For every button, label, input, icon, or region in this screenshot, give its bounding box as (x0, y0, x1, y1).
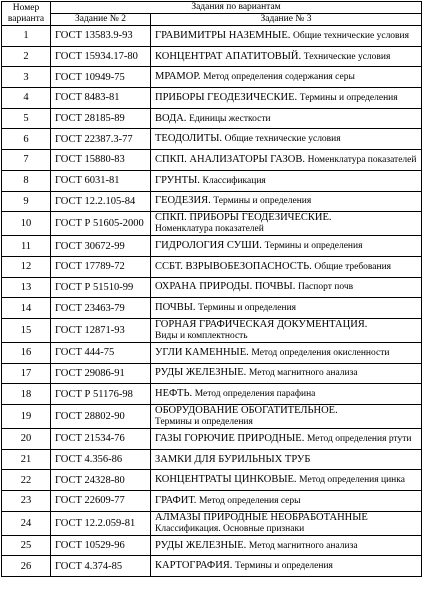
task2-standard: ГОСТ 8483-81 (51, 88, 151, 109)
task3-title: ССБТ. ВЗРЫВОБЕЗОПАСНОСТЬ. (155, 260, 312, 272)
task2-standard: ГОСТ 28802-90 (51, 405, 151, 429)
task3-topic (151, 491, 422, 512)
task2-standard: ГОСТ 22387.3-77 (51, 129, 151, 150)
task3-topic (151, 256, 422, 277)
variant-number: 1 (2, 26, 51, 47)
task3-topic (151, 88, 422, 109)
variant-number: 21 (2, 449, 51, 470)
variant-number: 22 (2, 470, 51, 491)
assignments-table (1, 1, 422, 577)
task2-standard: ГОСТ 13583.9-93 (51, 26, 151, 47)
task3-title: НЕФТЬ. (155, 388, 193, 400)
task2-standard: ГОСТ 22609-77 (51, 491, 151, 512)
task3-description: Общие технические условия (293, 30, 409, 41)
variant-number: 18 (2, 384, 51, 405)
task2-standard: ГОСТ 23463-79 (51, 298, 151, 319)
variant-number: 12 (2, 256, 51, 277)
variant-number: 15 (2, 318, 51, 342)
task2-standard: ГОСТ 15880-83 (51, 150, 151, 171)
variant-number: 23 (2, 491, 51, 512)
task2-standard: ГОСТ 10529-96 (51, 535, 151, 556)
task3-topic (151, 298, 422, 319)
task2-standard: ГОСТ Р 51510-99 (51, 277, 151, 298)
task3-description: Номенклатура показателей (155, 224, 264, 235)
variant-column-header: Номер варианта (2, 2, 51, 26)
variant-number: 20 (2, 429, 51, 450)
table-row (2, 363, 422, 384)
task3-topic (151, 67, 422, 88)
table-row (2, 429, 422, 450)
table-row (2, 67, 422, 88)
task3-topic (151, 449, 422, 470)
variant-number: 9 (2, 191, 51, 212)
task3-description: Термины и определения (155, 417, 253, 427)
table-row (2, 129, 422, 150)
variant-number: 25 (2, 535, 51, 556)
variant-number: 14 (2, 298, 51, 319)
assignments-group-header: Задания по вариантам (51, 2, 422, 14)
variant-number: 8 (2, 170, 51, 191)
variant-number: 26 (2, 556, 51, 577)
task2-standard: ГОСТ Р 51605-2000 (51, 212, 151, 236)
task3-topic (151, 363, 422, 384)
task3-description: Метод определения ртути (306, 433, 412, 444)
task3-title: ГОРНАЯ ГРАФИЧЕСКАЯ ДОКУМЕНТАЦИЯ. (155, 318, 368, 330)
variant-number: 17 (2, 363, 51, 384)
task2-standard: ГОСТ 28185-89 (51, 108, 151, 129)
task2-standard: ГОСТ 4.356-86 (51, 449, 151, 470)
table-row (2, 191, 422, 212)
task3-title: ЗАМКИ ДЛЯ БУРИЛЬНЫХ ТРУБ (155, 454, 311, 466)
task2-column-header: Задание № 2 (51, 14, 151, 26)
table-row (2, 212, 422, 236)
table-row (2, 277, 422, 298)
table-row (2, 150, 422, 171)
table-row (2, 26, 422, 47)
task3-column-header: Задание № 3 (151, 14, 422, 26)
task3-description: Термины и определения (264, 241, 363, 252)
task3-title: ГАЗЫ ГОРЮЧИЕ ПРИРОДНЫЕ. (155, 432, 305, 444)
task3-title: ВОДА. (155, 112, 187, 124)
task3-description: Классификация (202, 175, 266, 186)
task2-standard: ГОСТ 6031-81 (51, 170, 151, 191)
task3-topic (151, 535, 422, 556)
task3-topic (151, 384, 422, 405)
table-row (2, 491, 422, 512)
table-row (2, 108, 422, 129)
task3-description: Единицы жесткости (189, 113, 271, 124)
task2-standard: ГОСТ 12.2.059-81 (51, 511, 151, 535)
variant-number: 3 (2, 67, 51, 88)
task3-description: Метод определения серы (198, 495, 301, 506)
task3-description: Классификация. Основные признаки (155, 523, 305, 534)
task3-description: Общие технические условия (224, 134, 341, 145)
task3-description: Метод магнитного анализа (248, 368, 358, 379)
table-row (2, 170, 422, 191)
task3-topic (151, 108, 422, 129)
task3-topic (151, 556, 422, 577)
task3-topic (151, 470, 422, 491)
task3-title: ОБОРУДОВАНИЕ ОБОГАТИТЕЛЬНОЕ. (155, 405, 338, 416)
task3-title: АЛМАЗЫ ПРИРОДНЫЕ НЕОБРАБОТАННЫЕ (155, 511, 368, 523)
task3-title: ГИДРОЛОГИЯ СУШИ. (155, 240, 262, 252)
table-row (2, 535, 422, 556)
task3-description: Термины и определения (235, 561, 333, 572)
task2-standard: ГОСТ 24328-80 (51, 470, 151, 491)
task3-title: ПОЧВЫ. (155, 302, 196, 314)
task3-description: Общие требования (314, 261, 392, 272)
table-row (2, 318, 422, 342)
task3-title: ГРУНТЫ. (155, 174, 200, 186)
table-row (2, 449, 422, 470)
table-row (2, 470, 422, 491)
variant-number: 7 (2, 150, 51, 171)
variant-number: 11 (2, 236, 51, 257)
variant-number: 6 (2, 129, 51, 150)
variant-number: 16 (2, 342, 51, 363)
task3-description: Технические условия (303, 51, 391, 62)
task3-title: КАРТОГРАФИЯ. (155, 560, 233, 572)
task3-topic (151, 212, 422, 236)
task3-description: Термины и определения (213, 196, 312, 207)
task3-title: РУДЫ ЖЕЛЕЗНЫЕ. (155, 367, 247, 379)
task3-description: Виды и комплектность (155, 330, 248, 341)
table-row (2, 298, 422, 319)
variant-number: 10 (2, 212, 51, 236)
task3-description: Метод определения цинка (299, 475, 405, 486)
task3-topic (151, 46, 422, 67)
task3-topic (151, 170, 422, 191)
task2-standard: ГОСТ 17789-72 (51, 256, 151, 277)
task2-standard: ГОСТ 12.2.105-84 (51, 191, 151, 212)
task3-title: ГРАВИМИТРЫ НАЗЕМНЫЕ. (155, 29, 291, 41)
task3-title: ПРИБОРЫ ГЕОДЕЗИЧЕСКИЕ. (155, 91, 298, 103)
variant-number: 13 (2, 277, 51, 298)
task3-topic (151, 150, 422, 171)
task3-topic (151, 129, 422, 150)
task2-standard: ГОСТ 4.374-85 (51, 556, 151, 577)
task2-standard: ГОСТ 29086-91 (51, 363, 151, 384)
task3-title: ГЕОДЕЗИЯ. (155, 195, 211, 207)
table-row (2, 256, 422, 277)
task2-standard: ГОСТ 10949-75 (51, 67, 151, 88)
table-row (2, 88, 422, 109)
task3-topic (151, 191, 422, 212)
task3-topic (151, 318, 422, 342)
table-row (2, 236, 422, 257)
task3-description: Номенклатура показателей (307, 154, 417, 165)
task2-standard: ГОСТ 12871-93 (51, 318, 151, 342)
variant-number: 19 (2, 405, 51, 429)
task3-topic (151, 511, 422, 535)
task3-title: МРАМОР. (155, 71, 201, 83)
table-row (2, 556, 422, 577)
table-row (2, 511, 422, 535)
task3-description: Термины и определения (299, 92, 398, 103)
task3-topic (151, 236, 422, 257)
task3-description: Метод магнитного анализа (248, 540, 358, 551)
variant-number: 24 (2, 511, 51, 535)
task3-topic (151, 429, 422, 450)
table-body (2, 26, 422, 577)
task3-topic (151, 26, 422, 47)
task3-description: Метод определения содержания серы (203, 72, 355, 83)
task3-description: Метод определения парафина (194, 389, 316, 400)
variant-number: 4 (2, 88, 51, 109)
task3-description: Термины и определения (198, 303, 297, 314)
task3-title: СПКП. ПРИБОРЫ ГЕОДЕЗИЧЕСКИЕ. (155, 212, 332, 224)
task2-standard: ГОСТ 444-75 (51, 342, 151, 363)
task3-title: РУДЫ ЖЕЛЕЗНЫЕ. (155, 539, 247, 551)
task3-title: ОХРАНА ПРИРОДЫ. ПОЧВЫ. (155, 281, 296, 293)
task3-title: СПКП. АНАЛИЗАТОРЫ ГАЗОВ. (155, 153, 305, 165)
task3-topic (151, 277, 422, 298)
task2-standard: ГОСТ 15934.17-80 (51, 46, 151, 67)
task3-title: КОНЦЕНТРАТЫ ЦИНКОВЫЕ. (155, 474, 297, 486)
task2-standard: ГОСТ Р 51176-98 (51, 384, 151, 405)
table-row (2, 342, 422, 363)
table-row (2, 46, 422, 67)
task3-description: Метод определения окисленности (251, 347, 390, 358)
task3-topic (151, 342, 422, 363)
variant-number: 2 (2, 46, 51, 67)
task2-standard: ГОСТ 30672-99 (51, 236, 151, 257)
task3-topic (151, 405, 422, 429)
task3-description: Паспорт почв (297, 282, 354, 293)
table-row (2, 405, 422, 429)
task3-title: КОНЦЕНТРАТ АПАТИТОВЫЙ. (155, 50, 302, 62)
table-row (2, 384, 422, 405)
task3-title: УГЛИ КАМЕННЫЕ. (155, 346, 249, 358)
task3-title: ГРАФИТ. (155, 494, 197, 506)
variant-number: 5 (2, 108, 51, 129)
task2-standard: ГОСТ 21534-76 (51, 429, 151, 450)
task3-title: ТЕОДОЛИТЫ. (155, 133, 223, 145)
